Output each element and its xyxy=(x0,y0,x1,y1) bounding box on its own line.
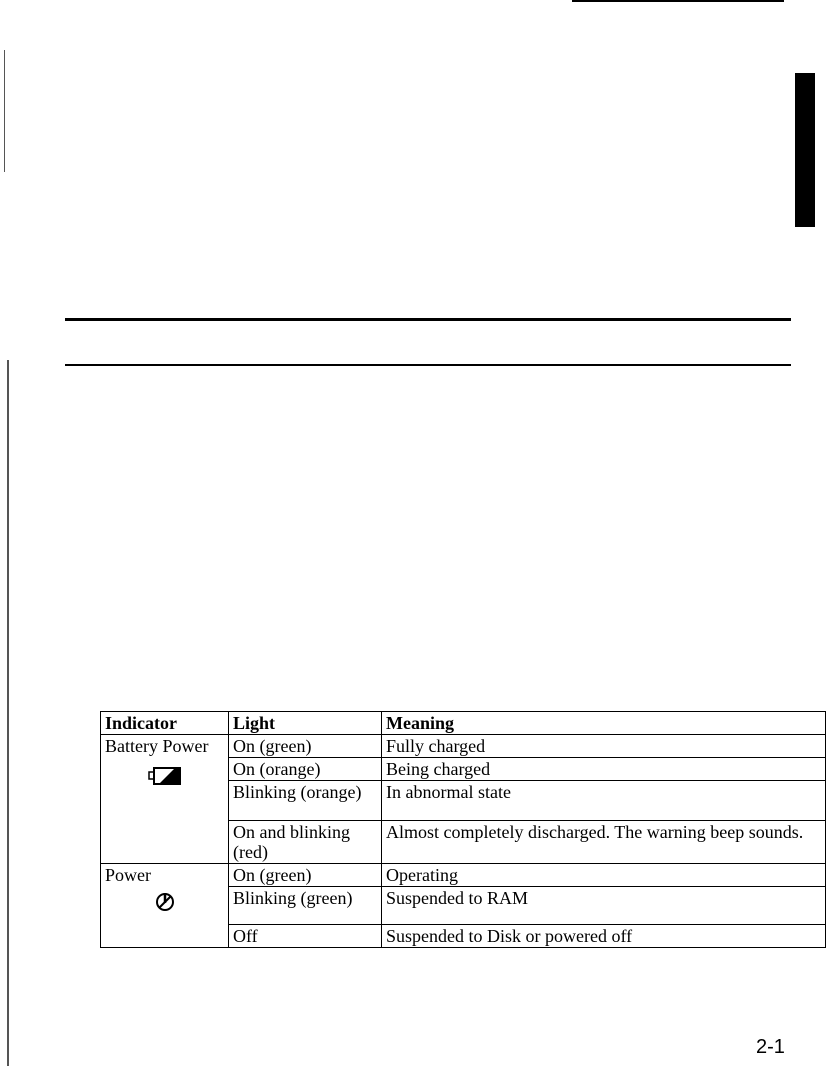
light-cell: On (green) xyxy=(229,864,382,887)
header-light: Light xyxy=(229,712,382,735)
section-rule-top xyxy=(65,318,791,321)
meaning-cell: Almost completely discharged. The warning beep sounds. xyxy=(382,821,826,864)
power-icon xyxy=(105,891,224,917)
table-row xyxy=(101,864,826,887)
meaning-cell: In abnormal state xyxy=(382,781,826,821)
indicator-table xyxy=(100,711,826,948)
meaning-cell: Being charged xyxy=(382,758,826,781)
table-row xyxy=(101,735,826,758)
indicator-label: Battery Power xyxy=(105,736,209,756)
header-indicator: Indicator xyxy=(101,712,229,735)
light-cell: On and blinking (red) xyxy=(229,821,382,864)
page-number: 2-1 xyxy=(756,1036,785,1058)
indicator-cell-battery xyxy=(101,735,229,864)
left-scan-edge-top xyxy=(4,50,5,172)
meaning-cell: Operating xyxy=(382,864,826,887)
left-scan-edge-long xyxy=(7,360,9,1066)
indicator-label: Power xyxy=(105,865,151,885)
top-right-rule xyxy=(572,0,784,2)
chapter-thumb-tab xyxy=(795,73,815,227)
battery-icon xyxy=(105,766,224,790)
meaning-cell: Suspended to RAM xyxy=(382,887,826,925)
light-cell: On (orange) xyxy=(229,758,382,781)
meaning-cell: Suspended to Disk or powered off xyxy=(382,925,826,948)
light-cell: Blinking (green) xyxy=(229,887,382,925)
header-meaning: Meaning xyxy=(382,712,826,735)
indicator-cell-power xyxy=(101,864,229,948)
table-header-row xyxy=(101,712,826,735)
meaning-cell: Fully charged xyxy=(382,735,826,758)
light-cell: Off xyxy=(229,925,382,948)
light-cell: On (green) xyxy=(229,735,382,758)
light-cell: Blinking (orange) xyxy=(229,781,382,821)
section-rule-bottom xyxy=(65,364,791,366)
